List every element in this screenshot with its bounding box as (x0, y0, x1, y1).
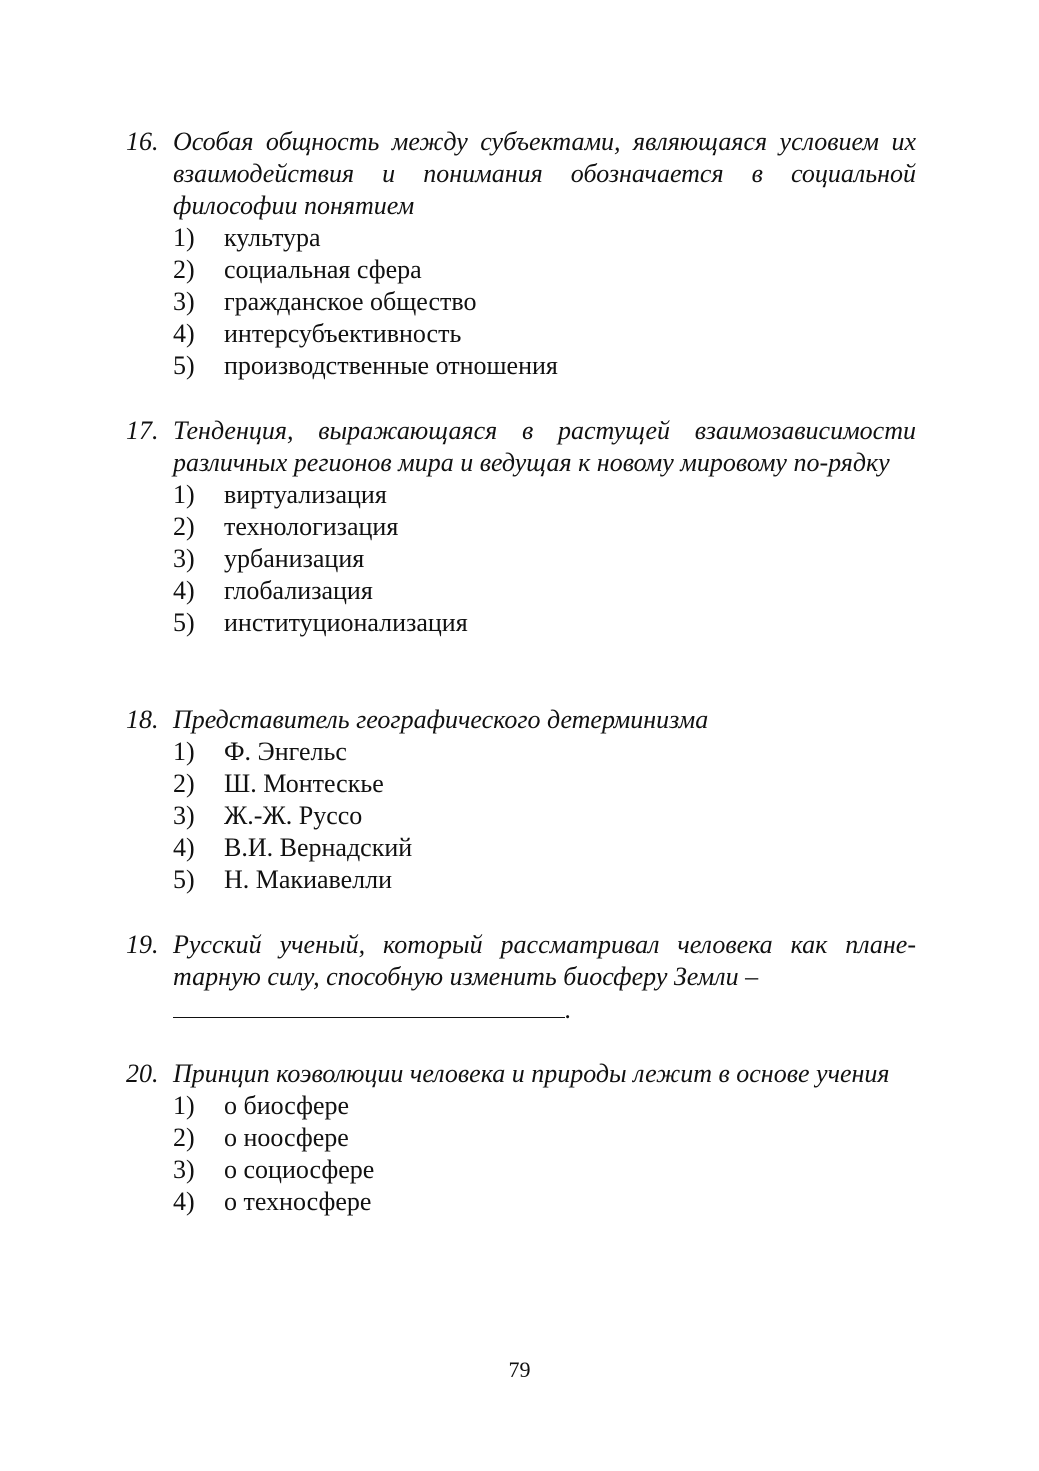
answer-option (173, 1186, 916, 1218)
option-text: Ф. Энгельс (224, 737, 347, 766)
option-text: о социосфере (224, 1155, 375, 1184)
answer-option (173, 479, 916, 511)
answer-option (173, 350, 916, 382)
answer-blank-line[interactable] (173, 993, 565, 1018)
option-number: 3) (173, 287, 195, 316)
option-number: 1) (173, 737, 195, 766)
answer-option (173, 543, 916, 575)
option-text: культура (224, 223, 321, 252)
option-number: 1) (173, 480, 195, 509)
answer-options (173, 479, 916, 639)
option-number: 1) (173, 223, 195, 252)
question-header (126, 126, 916, 222)
answer-option (173, 254, 916, 286)
option-text: интерсубъективность (224, 319, 462, 348)
option-text: о ноосфере (224, 1123, 349, 1152)
option-number: 3) (173, 1155, 195, 1184)
option-text: Н. Макиавелли (224, 865, 393, 894)
option-text: глобализация (224, 576, 373, 605)
question-16 (126, 126, 916, 382)
option-text: В.И. Вернадский (224, 833, 413, 862)
option-number: 2) (173, 512, 195, 541)
option-number: 3) (173, 801, 195, 830)
answer-blank-row (173, 993, 916, 1026)
question-text: Представитель географического детерминизма (173, 705, 709, 734)
blank-end-punctuation: . (565, 995, 572, 1024)
answer-option (173, 832, 916, 864)
question-number: 18. (126, 705, 159, 734)
option-text: производственные отношения (224, 351, 558, 380)
answer-option (173, 1154, 916, 1186)
option-text: урбанизация (224, 544, 365, 573)
answer-option (173, 768, 916, 800)
page-number: 79 (508, 1357, 531, 1382)
question-header (126, 1058, 916, 1090)
question-17 (126, 415, 916, 639)
answer-option (173, 607, 916, 639)
option-number: 5) (173, 351, 195, 380)
answer-option (173, 222, 916, 254)
question-18 (126, 704, 916, 896)
option-number: 2) (173, 255, 195, 284)
question-header (126, 704, 916, 736)
answer-options (173, 222, 916, 382)
option-text: технологизация (224, 512, 399, 541)
answer-option (173, 318, 916, 350)
question-number: 17. (126, 416, 159, 445)
question-19 (126, 929, 916, 1026)
option-number: 2) (173, 1123, 195, 1152)
option-text: институционализация (224, 608, 468, 637)
answer-option (173, 864, 916, 896)
answer-option (173, 1122, 916, 1154)
answer-option (173, 575, 916, 607)
option-number: 5) (173, 865, 195, 894)
option-text: Ш. Монтескье (224, 769, 384, 798)
question-header (126, 415, 916, 479)
question-number: 16. (126, 127, 159, 156)
question-number: 19. (126, 930, 159, 959)
answer-option (173, 800, 916, 832)
answer-option (173, 736, 916, 768)
answer-options (173, 736, 916, 896)
answer-option (173, 286, 916, 318)
option-number: 4) (173, 319, 195, 348)
question-text: Русский ученый, который рассматривал человека как плане-тарную силу, способную изменить биосферу Земли – (173, 930, 916, 991)
option-number: 4) (173, 576, 195, 605)
answer-options (173, 1090, 916, 1218)
option-text: о техносфере (224, 1187, 372, 1216)
answer-option (173, 1090, 916, 1122)
question-text: Тенденция, выражающаяся в растущей взаимозависимости различных регионов мира и ведущая к новому мировому по-рядку (173, 416, 916, 477)
answer-option (173, 511, 916, 543)
option-text: Ж.-Ж. Руссо (224, 801, 363, 830)
question-text: Особая общность между субъектами, являющаяся условием их взаимодействия и понимания обозначается в социальной философии понятием (173, 127, 916, 220)
option-number: 3) (173, 544, 195, 573)
option-number: 4) (173, 833, 195, 862)
option-number: 1) (173, 1091, 195, 1120)
question-20 (126, 1058, 916, 1218)
option-text: о биосфере (224, 1091, 350, 1120)
option-number: 2) (173, 769, 195, 798)
question-number: 20. (126, 1059, 159, 1088)
option-number: 4) (173, 1187, 195, 1216)
question-header (126, 929, 916, 993)
option-text: гражданское общество (224, 287, 477, 316)
question-text: Принцип коэволюции человека и природы лежит в основе учения (173, 1059, 890, 1088)
option-text: социальная сфера (224, 255, 422, 284)
option-text: виртуализация (224, 480, 387, 509)
option-number: 5) (173, 608, 195, 637)
